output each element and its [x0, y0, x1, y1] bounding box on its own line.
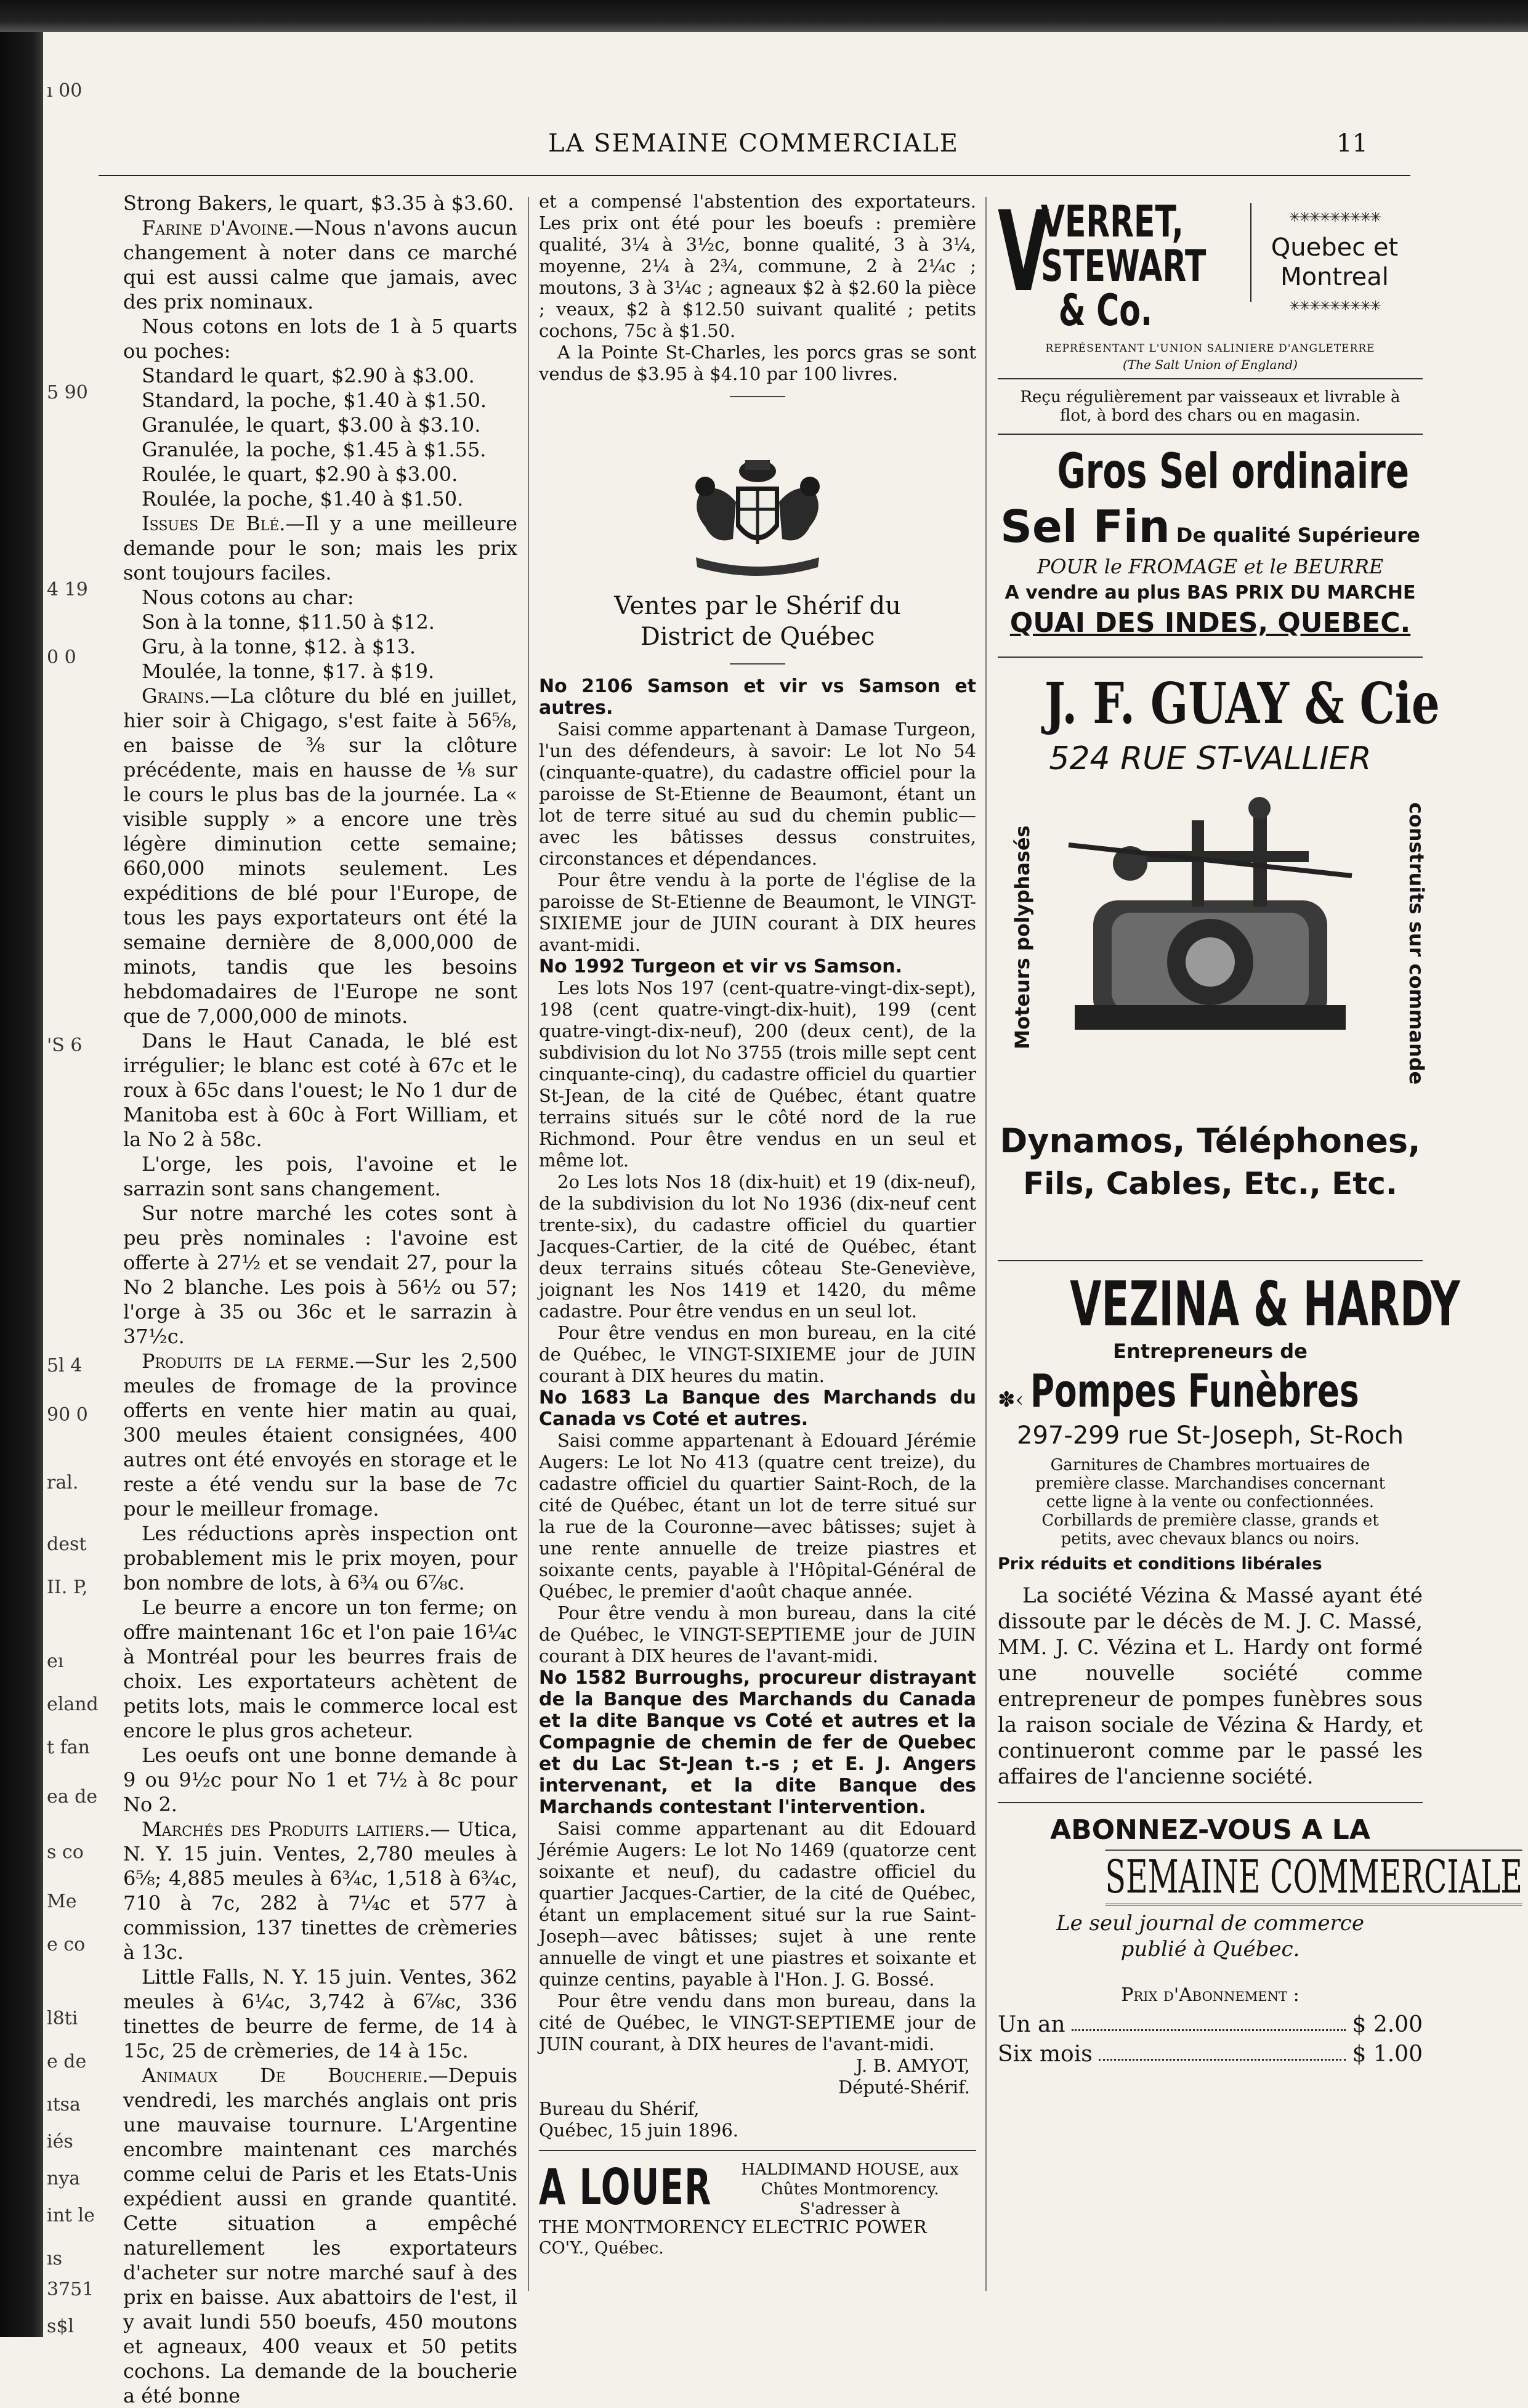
margin-fragment: dest: [47, 1533, 87, 1555]
verret-note: Reçu régulièrement par vaisseaux et livrable à flot, à bord des chars ou en magasin.: [1020, 388, 1401, 425]
paragraph: [123, 1349, 517, 1521]
price-item: Granulée, le quart, $3.00 à $3.10.: [142, 413, 481, 437]
case-title: No 1683 La Banque des Marchands du Canada vs Coté et autres.: [539, 1387, 976, 1430]
margin-fragment: II. P,: [47, 1577, 88, 1598]
vh-pompes-line: [998, 1364, 1423, 1419]
column-rule-2: [985, 197, 987, 2291]
a-louer-ad: [539, 2159, 976, 2258]
subscription-title: ABONNEZ-VOUS A LA: [1050, 1814, 1370, 1846]
a-louer-line: S'adresser à: [799, 2200, 900, 2218]
case-sale: Pour être vendu à la porte de l'église de la paroisse de St-Etienne de Beaumont, le VINGT-SIXIEME jour de JUIN courant à DIX heures avant-midi.: [539, 870, 976, 955]
subscription-ad: [998, 1812, 1522, 2069]
section-body: — Utica, N. Y. 15 juin. Ventes, 2,780 meules à 6⅝; 4,885 meules à 6¾c, 1,518 à 6¾c, 710 à 7c, 282 à 7¼c et 577 à commission, 137 tinettes de crèmeries à 13c.: [123, 1817, 518, 1964]
price-value: $ 2.00: [1352, 2012, 1423, 2037]
paragraph: Nous cotons au char:: [142, 586, 354, 609]
margin-fragment: 4 19: [47, 579, 88, 600]
case-title: No 2106 Samson et vir vs Samson et autres.: [539, 676, 976, 719]
section-head: Animaux De Boucherie.: [142, 2064, 429, 2087]
paragraph: [123, 1817, 517, 1965]
margin-fragment: 5 90: [47, 382, 88, 403]
bureau-line: Bureau du Shérif,: [539, 2098, 700, 2119]
sheriff-sales-column: [539, 191, 976, 2258]
paragraph: Nous cotons en lots de 1 à 5 quarts ou poches:: [123, 315, 517, 363]
salt-price: A vendre au plus BAS PRIX DU MARCHE: [1005, 582, 1416, 604]
a-louer-title: A LOUER: [539, 2159, 712, 2216]
guay-dynamos: Dynamos, Téléphones,: [1000, 1121, 1421, 1160]
subscription-price-row: [998, 2040, 1423, 2069]
price-value: $ 1.00: [1352, 2042, 1423, 2067]
margin-fragment: t fan: [47, 1737, 90, 1758]
margin-fragment: ıs: [47, 2248, 62, 2269]
verret-line: & Co.: [1058, 285, 1153, 336]
market-report-column: [123, 191, 517, 2408]
verret-line: STEWART: [1041, 241, 1207, 291]
case-sale: Pour être vendus en mon bureau, en la cité de Québec, le VINGT-SIXIEME jour de JUIN courant à DIX heures du matin.: [539, 1322, 976, 1386]
paragraph: Dans le Haut Canada, le blé est irrégulier; le blanc est coté à 67c et le roux à 65c dans l'ouest; le No 1 dur de Manitoba est à 60c à Fort William, et la No 2 à 58c.: [123, 1029, 517, 1151]
verret-firm: [1041, 196, 1207, 336]
vh-notice: La société Vézina & Massé ayant été dissoute par le décès de M. J. C. Massé, MM. J. C. Vézina et L. Hardy ont formé une nouvelle société comme entrepreneur de pompes funèbres sous la raison sociale de Vézina & Hardy, et continueront comme par le passé les affaires de l'ancienne société.: [998, 1583, 1423, 1789]
signature: [539, 2055, 976, 2098]
price-item: Roulée, la poche, $1.40 à $1.50.: [142, 487, 464, 511]
salt-usage: POUR le FROMAGE et le BEURRE: [1037, 555, 1384, 578]
a-louer-details: [724, 2160, 976, 2219]
case-body: Saisi comme appartenant à Damase Turgeon, l'un des défendeurs, à savoir: Le lot No 54 (cinquante-quatre), du cadastre officiel pour la paroisse de St-Etienne de Beaumont, étant un lot de terre situé au sud du chemin public—avec les bâtisses dessus construites, circonstances et dépendances.: [539, 719, 976, 869]
salt-title: Gros Sel ordinaire: [1057, 444, 1409, 499]
price-item: Granulée, la poche, $1.45 à $1.55.: [142, 438, 487, 461]
verret-city: Montreal: [1280, 263, 1389, 291]
vh-name: VEZINA & HARDY: [1070, 1268, 1460, 1340]
paragraph: [123, 511, 517, 585]
divider: [730, 396, 785, 397]
divider: [998, 378, 1423, 379]
section-head: Issues De Blé.: [142, 512, 286, 535]
section-body: —La clôture du blé en juillet, hier soir à Chigago, s'est faite à 56⅝, en baisse de ⅜ sur la clôture précédente, mais en hausse de ⅛ sur le cours le plus bas de la journée. La « visible supply » a encore une très légère diminution cette semaine; 660,000 minots seulement. Les expéditions de blé pour l'Europe, de tous les pays exportateurs ont été la semaine dernière de 8,000,000 de minots, tandis que les besoins hebdomadaires de l'Europe ne sont que de 7,000,000 de minots.: [123, 684, 517, 1028]
case-title: No 1992 Turgeon et vir vs Samson.: [539, 956, 903, 977]
margin-fragment: 3751: [47, 2279, 94, 2300]
ornament-icon: ✽‹: [998, 1388, 1030, 1412]
signature-title: Député-Shérif.: [838, 2077, 970, 2098]
section-head: Farine d'Avoine.: [142, 216, 294, 240]
section-body: —Depuis vendredi, les marchés anglais ont pris une mauvaise tournure. L'Argentine encombre maintenant ces marchés comme celui de Paris et les Etats-Unis expédient aussi en grande quantité. Cette situation a empêché naturellement les exportateurs d'acheter sur notre marché sauf à des prix en baisse. Aux abattoirs de l'est, il y avait lundi 550 boeufs, 450 moutons et agneaux, 400 veaux et 50 petits cochons. La demande de la boucherie a été bonne: [123, 2064, 517, 2407]
a-louer-line: HALDIMAND HOUSE, aux: [741, 2160, 959, 2179]
price-item: Standard le quart, $2.90 à $3.00.: [142, 364, 475, 387]
guay-wires: Fils, Cables, Etc., Etc.: [1023, 1166, 1397, 1202]
margin-fragment: e co: [47, 1934, 86, 1955]
margin-fragment: 0 0: [47, 647, 76, 668]
paragraph: Strong Bakers, le quart, $3.35 à $3.60.: [123, 192, 514, 215]
left-page-edge: [0, 32, 43, 2337]
subscription-paper-name: SEMAINE COMMERCIALE: [1105, 1849, 1522, 1905]
vh-pompes: Pompes Funèbres: [1030, 1365, 1359, 1418]
margin-fragment: eland: [47, 1694, 99, 1715]
salt-quality: De qualité Supérieure: [1176, 523, 1420, 547]
paragraph: Le beurre a encore un ton ferme; on offre maintenant 16c et l'on paie 16¼c à Montréal pour les beurres frais de choix. Les exportateurs achètent de petits lots, mais le commerce local est encore le plus gros acheteur.: [123, 1596, 517, 1742]
case-sale: Pour être vendu à mon bureau, dans la cité de Québec, le VINGT-SEPTIEME jour de JUIN courant à DIX heures de l'avant-midi.: [539, 1602, 976, 1667]
page-number: 11: [1336, 129, 1368, 158]
margin-fragment: ıtsa: [47, 2094, 81, 2115]
margin-fragment: e de: [47, 2051, 87, 2072]
margin-fragment: l8ti: [47, 2008, 78, 2029]
sheriff-title: Ventes par le Shérif du District de Québec: [614, 592, 901, 651]
margin-fragment: int le: [47, 2205, 95, 2226]
vezina-hardy-ad: [998, 1268, 1460, 1790]
price-item: Gru, à la tonne, $12. à $13.: [142, 635, 416, 658]
verret-line: VERRET,: [1041, 196, 1184, 247]
paragraph: [123, 216, 517, 314]
salt-address: QUAI DES INDES, QUEBEC.: [1009, 607, 1411, 639]
margin-fragment: ı 00: [47, 80, 83, 102]
margin-fragments: [43, 32, 99, 2337]
royal-arms-icon: [677, 453, 838, 576]
coat-of-arms: [539, 453, 976, 581]
guay-side-right: construits sur commande: [1405, 802, 1428, 1085]
margin-fragment: ral.: [47, 1472, 79, 1493]
vh-subtitle: Entrepreneurs de: [1113, 1339, 1308, 1363]
section-head: Marchés des Produits laitiers.: [142, 1817, 431, 1841]
margin-fragment: s co: [47, 1841, 84, 1863]
subscription-price-row: [998, 2010, 1423, 2040]
guay-address: 524 RUE ST-VALLIER: [1049, 740, 1372, 777]
a-louer-company: THE MONTMORENCY ELECTRIC POWER: [539, 2216, 927, 2237]
paragraph: A la Pointe St-Charles, les porcs gras se sont vendus de $3.95 à $4.10 par 100 livres.: [539, 342, 976, 384]
paragraph: et a compensé l'abstention des exportateurs. Les prix ont été pour les boeufs : première qualité, 3¼ à 3½c, bonne qualité, 3 à 3¼, moyenne, 2¼ à 2¾, commune, 2 à 2¼c ; moutons, 3 à 3¼c ; agneaux $2 à $2.60 la pièce ; veaux, $2 à $12.50 suivant qualité ; petits cochons, 75c à $1.50.: [539, 191, 976, 341]
a-louer-city: CO'Y., Québec.: [539, 2239, 664, 2258]
margin-fragment: s$l: [47, 2316, 75, 2337]
margin-fragment: nya: [47, 2168, 81, 2189]
case-sale: Pour être vendu dans mon bureau, dans la cité de Québec, le VINGT-SEPTIEME jour de JUIN courant, à DIX heures de l'avant-midi.: [539, 1990, 976, 2054]
case-body: 2o Les lots Nos 18 (dix-huit) et 19 (dix-neuf), de la subdivision du lot No 1936 (dix-neuf cent trente-six), du cadastre officiel du quartier Jacques-Cartier, de la cité de Québec, étant deux terrains situés côteau Ste-Geneviève, joignant les Nos 1419 et 1420, du même cadastre. Pour être vendus en un seul lot.: [539, 1171, 976, 1322]
margin-fragment: Me: [47, 1891, 77, 1912]
price-item: Moulée, la tonne, $17. à $19.: [142, 660, 435, 683]
a-louer-line: Chûtes Montmorency.: [761, 2180, 939, 2199]
subscription-price-title: Prix d'Abonnement :: [1121, 1984, 1300, 2006]
case-body: Saisi comme appartenant à Edouard Jérémie Augers: Le lot No 413 (quatre cent treize), du cadastre officiel du quartier Saint-Roch, de la cité de Québec, étant un lot de terre situé sur la rue de la Couronne—avec bâtisses; sujet à une rente annuelle de treize piastres et soixante cents, payable à l'Hôpital-Général de Québec, le premier d'août chaque année.: [539, 1430, 976, 1602]
verret-stewart-ad: [998, 188, 1423, 372]
verret-representative: REPRÉSENTANT L'UNION SALINIERE D'ANGLETERRE: [1045, 342, 1375, 355]
vh-description: Garnitures de Chambres mortuaires de première classe. Marchandises concernant cette ligne à la vente ou confectionnées. Corbillards de première classe, grands et petits, avec chevaux blancs ou noirs.: [1035, 1456, 1386, 1548]
divider: [998, 657, 1423, 658]
verret-representative-en: (The Salt Union of England): [1123, 357, 1298, 372]
price-item: Standard, la poche, $1.40 à $1.50.: [142, 389, 487, 412]
price-item: Son à la tonne, $11.50 à $12.: [142, 610, 435, 634]
paragraph: Les oeufs ont une bonne demande à 9 ou 9½c pour No 1 et 7½ à 8c pour No 2.: [123, 1743, 517, 1816]
divider: [730, 663, 785, 665]
margin-fragment: iés: [47, 2131, 73, 2152]
section-head: Produits de la ferme.: [142, 1349, 355, 1373]
top-page-edge: [0, 0, 1528, 32]
page-header: LA SEMAINE COMMERCIALE: [548, 129, 960, 158]
salt-ad: [998, 443, 1423, 640]
paragraph: L'orge, les pois, l'avoine et le sarrazin sont sans changement.: [123, 1152, 517, 1200]
section-head: Grains.: [142, 684, 211, 708]
section-body: —Il y a une meilleure demande pour le son; mais les prix sont toujours faciles.: [123, 512, 518, 584]
bureau-date: Québec, 15 juin 1896.: [539, 2120, 738, 2141]
guay-ad: [998, 666, 1440, 1251]
price-item: Roulée, le quart, $2.90 à $3.00.: [142, 463, 458, 486]
divider: [998, 1260, 1423, 1261]
subscription-tagline: Le seul journal de commerce publié à Québec.: [1056, 1911, 1364, 1962]
paragraph: Les réductions après inspection ont probablement mis le prix moyen, pour bon nombre de lots, à 6¾ ou 6⅞c.: [123, 1522, 517, 1594]
price-label: Un an: [998, 2012, 1065, 2037]
case-body: Saisi comme appartenant au dit Edouard Jérémie Augers: Le lot No 1469 (quatorze cent soixante et neuf), du cadastre officiel du quartier Jacques-Cartier, de la cité de Québec, étant un emplacement situé sur la rue Saint-Joseph—avec bâtisses; sujet à une rente annuelle de vingt et une piastres et soixante et quinze centins, payable à l'Hon. J. G. Bossé.: [539, 1818, 976, 1990]
motor-illustration-icon: [1056, 796, 1370, 1054]
guay-side-left: Moteurs polyphasés: [1011, 825, 1034, 1049]
section-body: —Nous n'avons aucun changement à noter dans ce marché qui est aussi calme que jamais, avec des prix nominaux.: [123, 216, 517, 313]
margin-fragment: eı: [47, 1650, 64, 1672]
case-body: Les lots Nos 197 (cent-quatre-vingt-dix-sept), 198 (cent quatre-vingt-dix-huit), 199 (cent quatre-vingt-dix-neuf), 200 (deux cent), de la subdivision du lot No 3755 (trois mille sept cent cinquante-cinq), du cadastre officiel du quartier St-Jean, de la cité de Québec, étant quatre terrains situés sur le côté nord de la rue Richmond. Pour être vendus en un seul et même lot.: [539, 977, 976, 1171]
margin-fragment: 5l 4: [47, 1355, 83, 1376]
advertisements-column: [998, 188, 1522, 2069]
price-label: Six mois: [998, 2042, 1093, 2067]
verret-big-v: V: [998, 188, 1049, 317]
header-rule: [99, 175, 1410, 176]
column-rule-1: [528, 197, 529, 2291]
section-body: —Sur les 2,500 meules de fromage de la province offerts en vente hier matin au quai, 300 meules étaient consignées, 400 autres ont été envoyés en storage et le reste a été vendu sur la base de 7c pour le meilleur fromage.: [123, 1349, 518, 1521]
paragraph: Little Falls, N. Y. 15 juin. Ventes, 362 meules à 6¼c, 3,742 à 6⅞c, 336 tinettes de beurre de ferme, de 14 à 15c, 25 de crèmeries, de 14 à 15c.: [123, 1965, 517, 2063]
divider: [998, 1802, 1423, 1803]
vh-terms: Prix réduits et conditions libérales: [998, 1554, 1322, 1574]
case-title: No 1582 Burroughs, procureur distrayant de la Banque des Marchands du Canada et la dite Banque vs Coté et autres et la Compagnie de chemin de fer de Quebec et du Lac St-Jean t.-s ; et E. J. Angers intervenant, et la dite Banque des Marchands contestant l'intervention.: [539, 1667, 976, 1818]
margin-fragment: ea de: [47, 1786, 98, 1808]
salt-fine-line: [998, 500, 1423, 553]
paragraph: [123, 684, 517, 1028]
divider: [998, 434, 1423, 435]
margin-fragment: 'S 6: [47, 1035, 83, 1056]
salt-fine: Sel Fin: [1000, 501, 1170, 552]
verret-city: Quebec et: [1271, 233, 1399, 262]
guay-name: J. F. GUAY & Cie: [1044, 670, 1440, 737]
margin-fragment: 90 0: [47, 1404, 88, 1426]
divider: [539, 2150, 976, 2151]
vh-address: 297-299 rue St-Joseph, St-Roch: [1017, 1421, 1404, 1450]
signature-name: J. B. AMYOT,: [855, 2055, 970, 2076]
paragraph: Sur notre marché les cotes sont à peu près nominales : l'avoine est offerte à 27½ et se vendait 27, pour la No 2 blanche. Les pois à 56½ ou 57; l'orge à 35 ou 36c et le sarrazin à 37½c.: [123, 1202, 517, 1348]
paragraph: [123, 2063, 517, 2408]
verret-cities: ✳✳✳✳✳✳✳✳✳ Quebec et Montreal ✳✳✳✳✳✳✳✳✳: [1250, 203, 1418, 302]
